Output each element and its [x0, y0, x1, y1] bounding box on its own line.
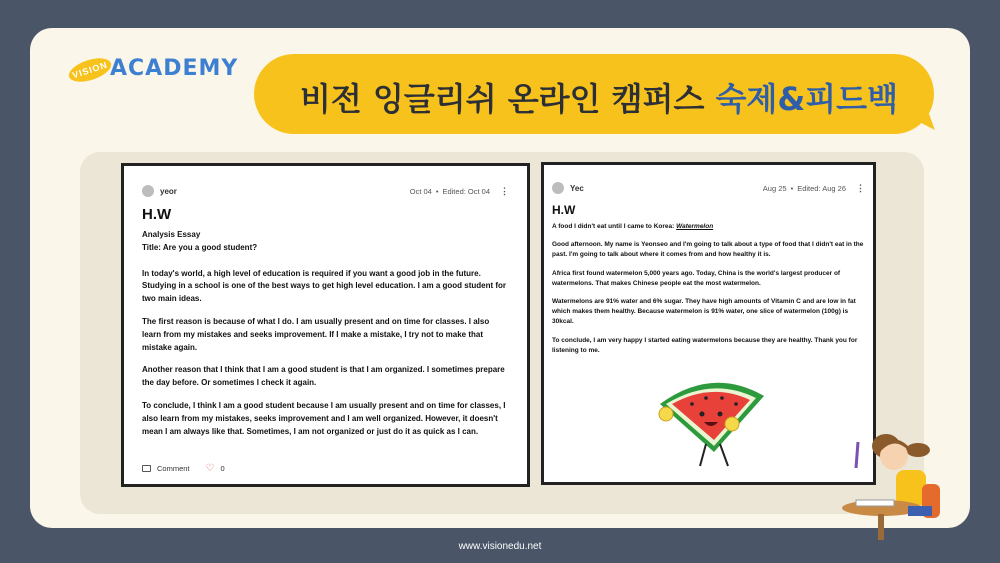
- logo-text: ACADEMY: [110, 56, 239, 81]
- post-paragraph: To conclude, I am very happy I started eating watermelons because they are healthy. Thank you for listening to me.: [552, 336, 858, 354]
- heart-icon[interactable]: ♡: [205, 463, 215, 474]
- post-intro-topic: Watermelon: [676, 223, 714, 230]
- post-intro-text: A food I didn't eat until I came to Korea:: [552, 223, 677, 230]
- academy-logo[interactable]: [66, 52, 239, 86]
- post-body: [142, 229, 509, 438]
- more-icon[interactable]: ⋮: [500, 185, 509, 196]
- post-header: [142, 182, 509, 200]
- post-paragraph: The first reason is because of what I do. I am usually present and on time for classes. I also learn from my mistakes and seeks improvement. If I make a mistake, I try not to make that mistake again.: [142, 316, 490, 352]
- post-header: [552, 179, 865, 197]
- post-paragraph: Another reason that I think that I am a good student is that I am organized. I sometimes prepare the day before. Or sometimes I check it again.: [142, 365, 505, 388]
- website-url[interactable]: www.visionedu.net: [458, 541, 542, 552]
- logo-badge: VISION: [66, 54, 114, 87]
- post-paragraph: Good afternoon. My name is Yeonseo and I'm going to talk about a type of food that I didn't eat in the past. I'm going to talk about where it comes from and how healthy it is.: [552, 241, 864, 259]
- post-edited: Edited: Aug 26: [797, 183, 846, 193]
- post-card-essay[interactable]: [121, 163, 530, 487]
- post-paragraph: In today's world, a high level of education is required if you want a good job in the future. Studying in a school is one of the best ways to get high level education. I am a good student for two main ideas.: [142, 268, 507, 304]
- comment-button[interactable]: Comment: [157, 464, 190, 473]
- post-title: H.W: [552, 203, 576, 217]
- watermelon-illustration: [652, 374, 772, 474]
- banner-title-accent: 숙제&피드백: [715, 80, 898, 118]
- post-edited: Edited: Oct 04: [442, 186, 490, 196]
- banner-title: [300, 74, 900, 120]
- post-paragraph: Africa first found watermelon 5,000 years ago. Today, China is the world's largest producer of watermelons. That makes Chinese people eat the most watermelon.: [552, 269, 841, 287]
- post-date: Oct 04: [409, 186, 432, 196]
- post-paragraph: Watermelons are 91% water and 6% sugar. They have high amounts of Vitamin C and are low in fat which makes them healthy. Because watermelon is 91% water, one slice of watermelon (100g) is 30kcal.: [552, 298, 856, 326]
- post-paragraph: To conclude, I think I am a good student because I am usually present and on time for classes, I also learn from my mistakes, seeks improvement and I am well organized. However, it doesn't mean I am always like that. Sometimes, I am not organized or just do it as quick as I can.: [142, 400, 506, 436]
- like-count: 0: [220, 464, 225, 473]
- avatar-icon[interactable]: [142, 185, 154, 197]
- post-title: H.W: [142, 206, 172, 223]
- post-author[interactable]: Yec: [570, 183, 584, 193]
- post-date: Aug 25: [762, 183, 787, 193]
- post-author[interactable]: yeor: [160, 186, 177, 196]
- meta-separator: •: [790, 183, 794, 193]
- meta-separator: •: [435, 186, 439, 196]
- avatar-icon[interactable]: [552, 182, 564, 194]
- post-heading-1: Analysis Essay: [142, 230, 201, 239]
- girl-illustration: [838, 428, 948, 543]
- post-footer: [142, 463, 225, 474]
- post-intro: [552, 222, 865, 232]
- banner-title-main: 비전 잉글리쉬 온라인 캠퍼스: [300, 80, 705, 118]
- post-body: [552, 222, 865, 356]
- more-icon[interactable]: ⋮: [856, 182, 865, 193]
- post-meta: [410, 186, 509, 197]
- comment-icon[interactable]: [142, 465, 151, 472]
- post-heading-2: Title: Are you a good student?: [142, 242, 258, 252]
- post-meta: [763, 183, 865, 194]
